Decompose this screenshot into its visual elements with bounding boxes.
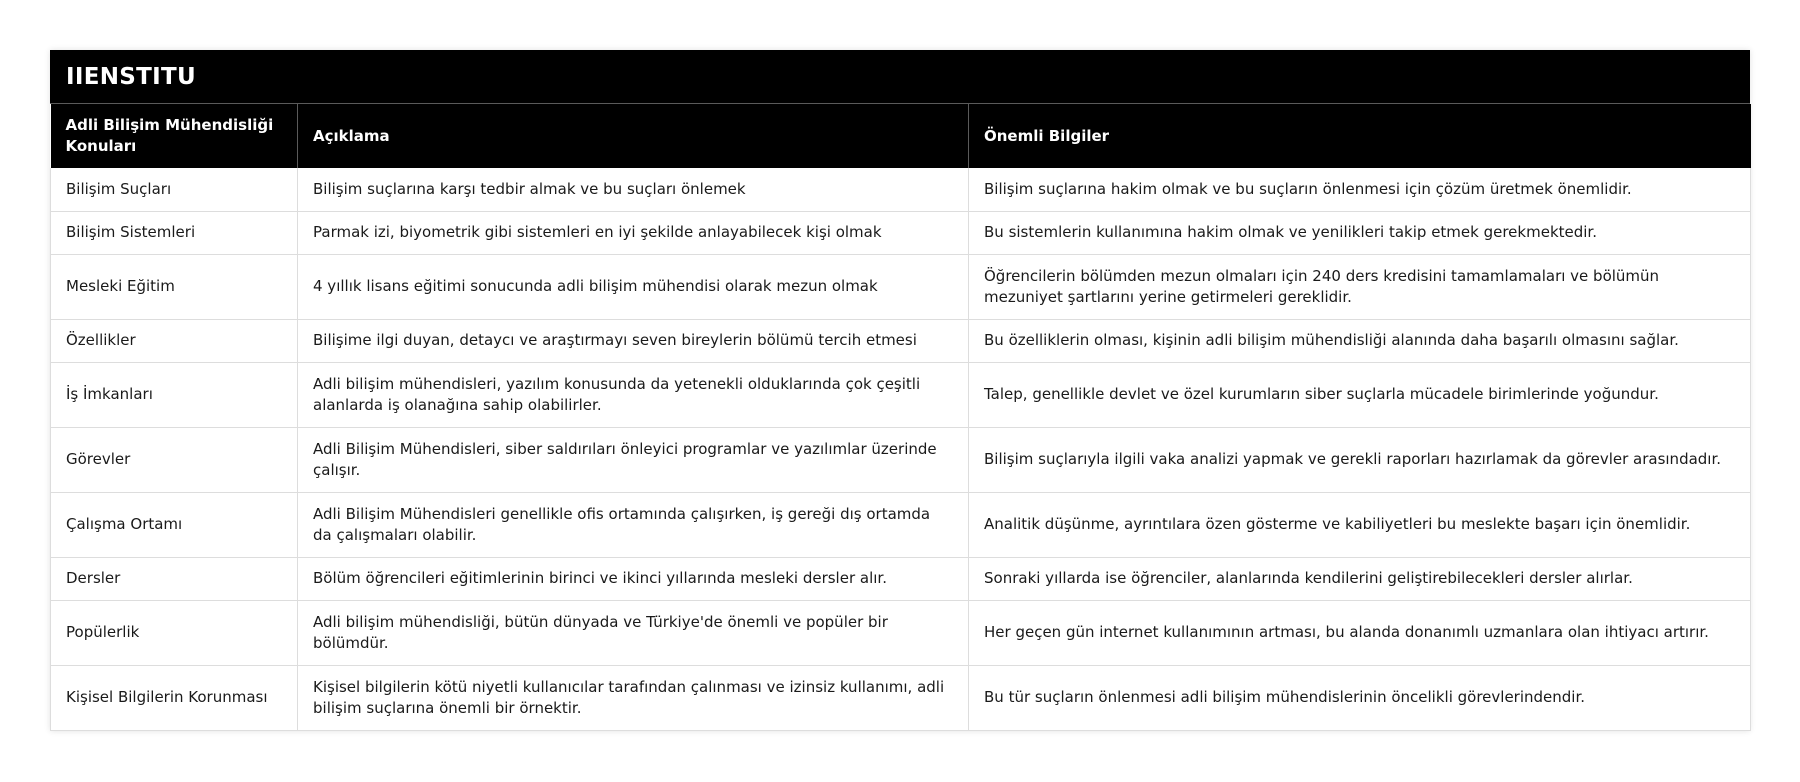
cell-description: Adli bilişim mühendisliği, bütün dünyada ve Türkiye'de önemli ve popüler bir bölümdür. [298, 600, 969, 665]
info-table-card [50, 50, 1750, 731]
cell-topic: Bilişim Suçları [51, 168, 298, 211]
table-row [51, 319, 1751, 362]
column-header-key-info: Önemli Bilgiler [969, 104, 1751, 168]
cell-topic: Çalışma Ortamı [51, 492, 298, 557]
cell-key-info: Bilişim suçlarına hakim olmak ve bu suçların önlenmesi için çözüm üretmek önemlidir. [969, 168, 1751, 211]
cell-description: Adli Bilişim Mühendisleri genellikle ofis ortamında çalışırken, iş gereği dış ortamda da çalışmaları olabilir. [298, 492, 969, 557]
column-header-topic: Adli Bilişim Mühendisliği Konuları [51, 104, 298, 168]
table-row [51, 492, 1751, 557]
table-body [51, 168, 1751, 730]
column-header-description: Açıklama [298, 104, 969, 168]
cell-key-info: Öğrencilerin bölümden mezun olmaları için 240 ders kredisini tamamlamaları ve bölümün mezuniyet şartlarını yerine getirmeleri gereklidir. [969, 254, 1751, 319]
table-row [51, 211, 1751, 254]
table-row [51, 600, 1751, 665]
cell-description: Adli bilişim mühendisleri, yazılım konusunda da yetenekli olduklarında çok çeşitli alanlarda iş olanağına sahip olabilirler. [298, 362, 969, 427]
cell-description: Bilişime ilgi duyan, detaycı ve araştırmayı seven bireylerin bölümü tercih etmesi [298, 319, 969, 362]
table-row [51, 168, 1751, 211]
table-row [51, 557, 1751, 600]
table-row [51, 665, 1751, 730]
table-header [51, 104, 1751, 168]
cell-topic: Dersler [51, 557, 298, 600]
header-row [51, 104, 1751, 168]
table-row [51, 427, 1751, 492]
cell-description: Adli Bilişim Mühendisleri, siber saldırıları önleyici programlar ve yazılımlar üzerinde çalışır. [298, 427, 969, 492]
cell-topic: İş İmkanları [51, 362, 298, 427]
table-row [51, 362, 1751, 427]
cell-key-info: Bu tür suçların önlenmesi adli bilişim mühendislerinin öncelikli görevlerindendir. [969, 665, 1751, 730]
cell-description: Parmak izi, biyometrik gibi sistemleri en iyi şekilde anlayabilecek kişi olmak [298, 211, 969, 254]
info-table [50, 104, 1751, 731]
brand-logo-text: IIENSTITU [66, 63, 196, 90]
cell-key-info: Sonraki yıllarda ise öğrenciler, alanlarında kendilerini geliştirebilecekleri dersler alırlar. [969, 557, 1751, 600]
cell-key-info: Bu sistemlerin kullanımına hakim olmak ve yenilikleri takip etmek gerekmektedir. [969, 211, 1751, 254]
cell-description: Bilişim suçlarına karşı tedbir almak ve bu suçları önlemek [298, 168, 969, 211]
cell-topic: Görevler [51, 427, 298, 492]
cell-description: 4 yıllık lisans eğitimi sonucunda adli bilişim mühendisi olarak mezun olmak [298, 254, 969, 319]
cell-topic: Bilişim Sistemleri [51, 211, 298, 254]
cell-key-info: Bu özelliklerin olması, kişinin adli bilişim mühendisliği alanında daha başarılı olmasını sağlar. [969, 319, 1751, 362]
cell-key-info: Bilişim suçlarıyla ilgili vaka analizi yapmak ve gerekli raporları hazırlamak da görevler arasındadır. [969, 427, 1751, 492]
cell-topic: Popülerlik [51, 600, 298, 665]
cell-topic: Kişisel Bilgilerin Korunması [51, 665, 298, 730]
brand-header [50, 50, 1750, 104]
cell-description: Kişisel bilgilerin kötü niyetli kullanıcılar tarafından çalınması ve izinsiz kullanımı, adli bilişim suçlarına önemli bir örnektir. [298, 665, 969, 730]
cell-description: Bölüm öğrencileri eğitimlerinin birinci ve ikinci yıllarında mesleki dersler alır. [298, 557, 969, 600]
cell-topic: Özellikler [51, 319, 298, 362]
cell-key-info: Analitik düşünme, ayrıntılara özen gösterme ve kabiliyetleri bu meslekte başarı için önemlidir. [969, 492, 1751, 557]
cell-topic: Mesleki Eğitim [51, 254, 298, 319]
table-row [51, 254, 1751, 319]
cell-key-info: Her geçen gün internet kullanımının artması, bu alanda donanımlı uzmanlara olan ihtiyacı artırır. [969, 600, 1751, 665]
cell-key-info: Talep, genellikle devlet ve özel kurumların siber suçlarla mücadele birimlerinde yoğundur. [969, 362, 1751, 427]
